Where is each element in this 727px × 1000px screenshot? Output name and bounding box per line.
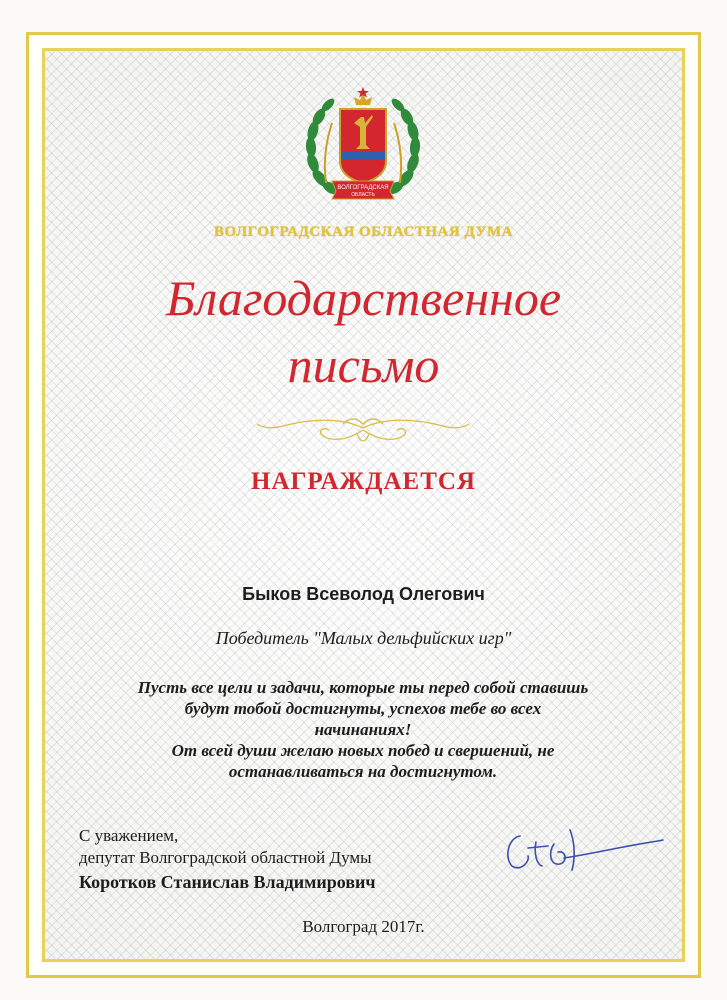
signer-name: Коротков Станислав Владимирович	[79, 872, 376, 892]
organization-name: ВОЛГОГРАДСКАЯ ОБЛАСТНАЯ ДУМА	[214, 224, 513, 240]
title-line-1: Благодарственное	[165, 270, 562, 326]
svg-text:ВОЛГОГРАДСКАЯ: ВОЛГОГРАДСКАЯ	[337, 185, 389, 191]
wish-line: будут тобой достигнуты, успехов тебе во всех	[184, 699, 542, 718]
wish-line: От всей души желаю новых побед и свершений, не	[171, 741, 555, 760]
svg-text:ОБЛАСТЬ: ОБЛАСТЬ	[351, 192, 375, 198]
wish-line: Пусть все цели и задачи, которые ты перед собой ставишь	[137, 678, 589, 697]
coat-of-arms-icon	[298, 83, 428, 213]
wishes-paragraph	[118, 677, 608, 782]
signer-position: депутат Волгоградской областной Думы	[79, 848, 372, 867]
handwritten-signature	[498, 822, 668, 882]
flourish-divider-icon	[253, 410, 473, 452]
title-line-2: письмо	[287, 337, 440, 393]
signature-block	[79, 825, 376, 895]
award-heading: НАГРАЖДАЕТСЯ	[251, 468, 476, 495]
achievement-text: Победитель "Малых дельфийских игр"	[215, 628, 512, 648]
place-and-date: Волгоград 2017г.	[302, 917, 425, 936]
wish-line: начинаниях!	[314, 720, 412, 739]
wish-line: останавливаться на достигнутом.	[228, 762, 498, 781]
recipient-name: Быков Всеволод Олегович	[242, 584, 485, 604]
closing-text: С уважением,	[79, 826, 179, 845]
